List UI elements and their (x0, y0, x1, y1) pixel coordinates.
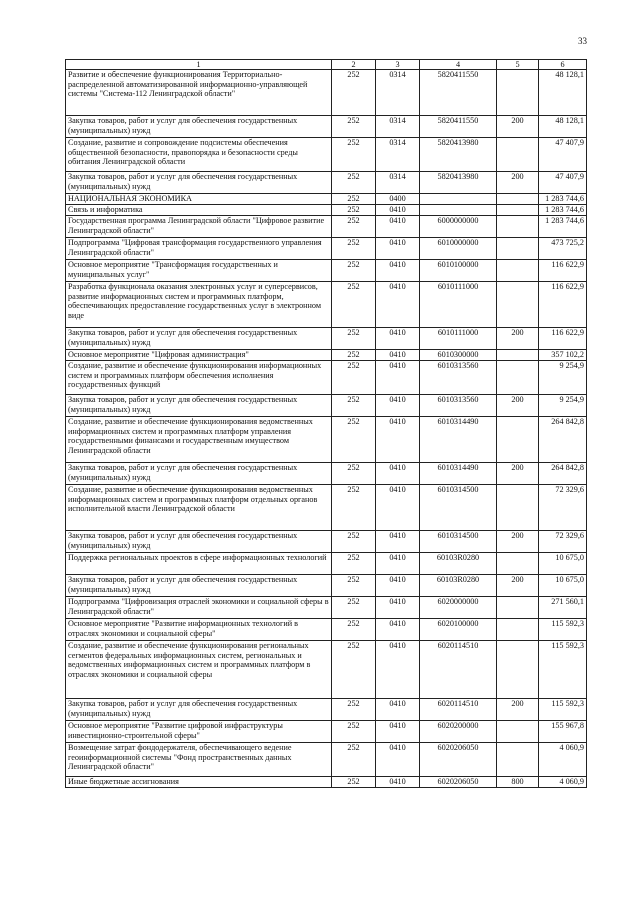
row-col5 (497, 138, 539, 172)
row-name: Государственная программа Ленинградской области "Цифровое развитие Ленинградской области" (66, 216, 332, 238)
row-name: Создание, развитие и обеспечение функционирования ведомственных информационных систем и программных платформ управления государственными финансами и государственным имуществом Ленинградской области (66, 417, 332, 463)
row-col5 (497, 350, 539, 361)
table-row (66, 116, 587, 138)
row-col5 (497, 70, 539, 116)
row-col2: 252 (332, 597, 376, 619)
row-col5: 800 (497, 777, 539, 788)
row-col4: 6020114510 (420, 699, 497, 721)
row-col6: 264 842,8 (539, 417, 587, 463)
row-name: Закупка товаров, работ и услуг для обеспечения государственных (муниципальных) нужд (66, 699, 332, 721)
table-row (66, 641, 587, 699)
row-col6: 10 675,0 (539, 553, 587, 575)
row-col4 (420, 205, 497, 216)
row-col2: 252 (332, 194, 376, 205)
column-header: 2 (332, 60, 376, 70)
row-col3: 0410 (376, 463, 420, 485)
row-col4: 6010313560 (420, 361, 497, 395)
table-row (66, 172, 587, 194)
row-col2: 252 (332, 238, 376, 260)
row-col2: 252 (332, 641, 376, 699)
row-col5: 200 (497, 116, 539, 138)
table-row (66, 721, 587, 743)
column-header: 3 (376, 60, 420, 70)
row-col3: 0410 (376, 721, 420, 743)
row-name: Подпрограмма "Цифровизация отраслей экономики и социальной сферы в Ленинградской области" (66, 597, 332, 619)
row-col5: 200 (497, 699, 539, 721)
row-name: Закупка товаров, работ и услуг для обеспечения государственных (муниципальных) нужд (66, 172, 332, 194)
row-col3: 0410 (376, 282, 420, 328)
row-col5: 200 (497, 172, 539, 194)
header-row (66, 60, 587, 70)
row-name: Закупка товаров, работ и услуг для обеспечения государственных (муниципальных) нужд (66, 575, 332, 597)
row-col6: 116 622,9 (539, 328, 587, 350)
table-row (66, 553, 587, 575)
row-name: Закупка товаров, работ и услуг для обеспечения государственных (муниципальных) нужд (66, 531, 332, 553)
row-col3: 0314 (376, 172, 420, 194)
row-col2: 252 (332, 699, 376, 721)
row-name: Закупка товаров, работ и услуг для обеспечения государственных (муниципальных) нужд (66, 328, 332, 350)
row-col6: 4 060,9 (539, 743, 587, 777)
row-col2: 252 (332, 777, 376, 788)
row-col3: 0314 (376, 116, 420, 138)
row-col2: 252 (332, 721, 376, 743)
row-col5 (497, 216, 539, 238)
row-col6: 9 254,9 (539, 361, 587, 395)
row-col3: 0410 (376, 205, 420, 216)
row-col6: 115 592,3 (539, 641, 587, 699)
row-col5 (497, 282, 539, 328)
row-col6: 72 329,6 (539, 485, 587, 531)
row-col2: 252 (332, 282, 376, 328)
row-name: Основное мероприятие "Развитие цифровой инфраструктуры инвестиционно-строительной сферы" (66, 721, 332, 743)
row-col3: 0410 (376, 260, 420, 282)
row-col2: 252 (332, 485, 376, 531)
row-col6: 1 283 744,6 (539, 216, 587, 238)
row-col3: 0410 (376, 485, 420, 531)
row-name: НАЦИОНАЛЬНАЯ ЭКОНОМИКА (66, 194, 332, 205)
table-row (66, 531, 587, 553)
row-col6: 116 622,9 (539, 282, 587, 328)
row-col2: 252 (332, 417, 376, 463)
row-col4: 6010314490 (420, 463, 497, 485)
table-row (66, 417, 587, 463)
row-col3: 0410 (376, 350, 420, 361)
row-col2: 252 (332, 328, 376, 350)
row-col3: 0410 (376, 417, 420, 463)
row-col6: 10 675,0 (539, 575, 587, 597)
row-col6: 4 060,9 (539, 777, 587, 788)
row-col5 (497, 238, 539, 260)
row-col6: 473 725,2 (539, 238, 587, 260)
table-row (66, 597, 587, 619)
row-col5 (497, 205, 539, 216)
row-name: Закупка товаров, работ и услуг для обеспечения государственных (муниципальных) нужд (66, 395, 332, 417)
row-col4: 6020206050 (420, 743, 497, 777)
row-name: Связь и информатика (66, 205, 332, 216)
table-row (66, 361, 587, 395)
row-col5 (497, 721, 539, 743)
row-col5 (497, 619, 539, 641)
row-col4: 6020200000 (420, 721, 497, 743)
row-col5 (497, 194, 539, 205)
row-col3: 0410 (376, 238, 420, 260)
row-name: Создание, развитие и обеспечение функционирования ведомственных информационных систем и программных платформ отдельных органов исполнительной власти Ленинградской области (66, 485, 332, 531)
table-row (66, 205, 587, 216)
row-col4: 6010314500 (420, 531, 497, 553)
table-row (66, 260, 587, 282)
row-col3: 0314 (376, 70, 420, 116)
budget-table (65, 59, 587, 788)
row-col4: 6000000000 (420, 216, 497, 238)
row-col4: 5820411550 (420, 116, 497, 138)
row-name: Развитие и обеспечение функционирования Территориально-распределенной автоматизированной информационно-управляющей системы "Система-112 Ленинградской области" (66, 70, 332, 116)
row-col4: 5820413980 (420, 172, 497, 194)
row-col5: 200 (497, 328, 539, 350)
row-col5 (497, 641, 539, 699)
row-col2: 252 (332, 361, 376, 395)
table-row (66, 777, 587, 788)
row-col6: 47 407,9 (539, 172, 587, 194)
row-col4: 60103R0280 (420, 575, 497, 597)
row-col4: 6010111000 (420, 282, 497, 328)
row-col2: 252 (332, 463, 376, 485)
row-col5: 200 (497, 531, 539, 553)
row-col4 (420, 194, 497, 205)
row-col2: 252 (332, 553, 376, 575)
row-name: Закупка товаров, работ и услуг для обеспечения государственных (муниципальных) нужд (66, 463, 332, 485)
row-col5 (497, 743, 539, 777)
row-col5 (497, 553, 539, 575)
table-row (66, 743, 587, 777)
table-row (66, 328, 587, 350)
row-col2: 252 (332, 260, 376, 282)
row-col6: 271 560,1 (539, 597, 587, 619)
row-col6: 47 407,9 (539, 138, 587, 172)
table-row (66, 216, 587, 238)
row-name: Иные бюджетные ассигнования (66, 777, 332, 788)
row-col2: 252 (332, 619, 376, 641)
row-col2: 252 (332, 116, 376, 138)
row-col5: 200 (497, 463, 539, 485)
column-header: 1 (66, 60, 332, 70)
row-name: Подпрограмма "Цифровая трансформация государственного управления Ленинградской области" (66, 238, 332, 260)
row-col6: 48 128,1 (539, 116, 587, 138)
row-col4: 6010111000 (420, 328, 497, 350)
row-col2: 252 (332, 743, 376, 777)
row-col3: 0410 (376, 216, 420, 238)
row-name: Закупка товаров, работ и услуг для обеспечения государственных (муниципальных) нужд (66, 116, 332, 138)
row-col3: 0410 (376, 777, 420, 788)
row-col5 (497, 417, 539, 463)
row-col4: 6010300000 (420, 350, 497, 361)
row-col5 (497, 361, 539, 395)
row-col6: 1 283 744,6 (539, 194, 587, 205)
row-col2: 252 (332, 395, 376, 417)
table-row (66, 70, 587, 116)
page-number: 33 (578, 36, 587, 46)
table-row (66, 350, 587, 361)
table-row (66, 463, 587, 485)
row-col4: 6020114510 (420, 641, 497, 699)
row-col3: 0410 (376, 743, 420, 777)
row-col3: 0410 (376, 361, 420, 395)
row-col4: 5820413980 (420, 138, 497, 172)
row-col5 (497, 485, 539, 531)
row-col4: 5820411550 (420, 70, 497, 116)
row-col3: 0410 (376, 575, 420, 597)
table-row (66, 395, 587, 417)
row-col4: 6020100000 (420, 619, 497, 641)
row-col6: 1 283 744,6 (539, 205, 587, 216)
table-row (66, 282, 587, 328)
row-col6: 72 329,6 (539, 531, 587, 553)
row-col6: 264 842,8 (539, 463, 587, 485)
row-col4: 6020000000 (420, 597, 497, 619)
row-col2: 252 (332, 172, 376, 194)
column-header: 5 (497, 60, 539, 70)
row-col6: 115 592,3 (539, 619, 587, 641)
row-name: Основное мероприятие "Трансформация государственных и муниципальных услуг" (66, 260, 332, 282)
row-col2: 252 (332, 138, 376, 172)
row-col2: 252 (332, 575, 376, 597)
row-col6: 9 254,9 (539, 395, 587, 417)
table-row (66, 138, 587, 172)
table-row (66, 699, 587, 721)
row-col4: 6010313560 (420, 395, 497, 417)
row-col3: 0410 (376, 395, 420, 417)
row-col6: 116 622,9 (539, 260, 587, 282)
table-row (66, 194, 587, 205)
row-col4: 6010314490 (420, 417, 497, 463)
row-col4: 6020206050 (420, 777, 497, 788)
row-col3: 0410 (376, 553, 420, 575)
row-name: Основное мероприятие "Развитие информационных технологий в отраслях экономики и социальной сферы" (66, 619, 332, 641)
row-col5: 200 (497, 575, 539, 597)
row-name: Создание, развитие и обеспечение функционирования информационных систем и программных платформ обеспечения исполнения государственных функций (66, 361, 332, 395)
row-col6: 357 102,2 (539, 350, 587, 361)
row-col6: 48 128,1 (539, 70, 587, 116)
row-col4: 6010000000 (420, 238, 497, 260)
row-col2: 252 (332, 531, 376, 553)
row-col3: 0410 (376, 699, 420, 721)
row-col3: 0314 (376, 138, 420, 172)
row-name: Создание, развитие и сопровождение подсистемы обеспечения общественной безопасности, правопорядка и безопасности среды обитания Ленинградской области (66, 138, 332, 172)
row-col3: 0410 (376, 597, 420, 619)
table-row (66, 619, 587, 641)
table-row (66, 485, 587, 531)
row-col4: 6010314500 (420, 485, 497, 531)
table-row (66, 238, 587, 260)
row-col6: 115 592,3 (539, 699, 587, 721)
row-col2: 252 (332, 70, 376, 116)
row-name: Поддержка региональных проектов в сфере информационных технологий (66, 553, 332, 575)
row-col3: 0400 (376, 194, 420, 205)
row-col3: 0410 (376, 531, 420, 553)
row-col4: 6010100000 (420, 260, 497, 282)
row-col3: 0410 (376, 328, 420, 350)
column-header: 6 (539, 60, 587, 70)
column-header: 4 (420, 60, 497, 70)
row-name: Основное мероприятие "Цифровая администрация" (66, 350, 332, 361)
table-row (66, 575, 587, 597)
row-col2: 252 (332, 350, 376, 361)
row-col2: 252 (332, 216, 376, 238)
row-col4: 60103R0280 (420, 553, 497, 575)
row-col2: 252 (332, 205, 376, 216)
row-col5: 200 (497, 395, 539, 417)
row-col5 (497, 260, 539, 282)
row-col6: 155 967,8 (539, 721, 587, 743)
row-name: Разработка функционала оказания электронных услуг и суперсервисов, развитие информационных систем и программных платформ, обеспечивающих предоставление государственных услуг в электронном виде (66, 282, 332, 328)
row-col3: 0410 (376, 619, 420, 641)
row-col5 (497, 597, 539, 619)
row-name: Создание, развитие и обеспечение функционирования региональных сегментов федеральных информационных систем, региональных и ведомственных информационных систем и программных платформ в отраслях экономики и социальной сферы (66, 641, 332, 699)
row-name: Возмещение затрат фондодержателя, обеспечивающего ведение геоинформационной системы "Фонд пространственных данных Ленинградской области" (66, 743, 332, 777)
row-col3: 0410 (376, 641, 420, 699)
